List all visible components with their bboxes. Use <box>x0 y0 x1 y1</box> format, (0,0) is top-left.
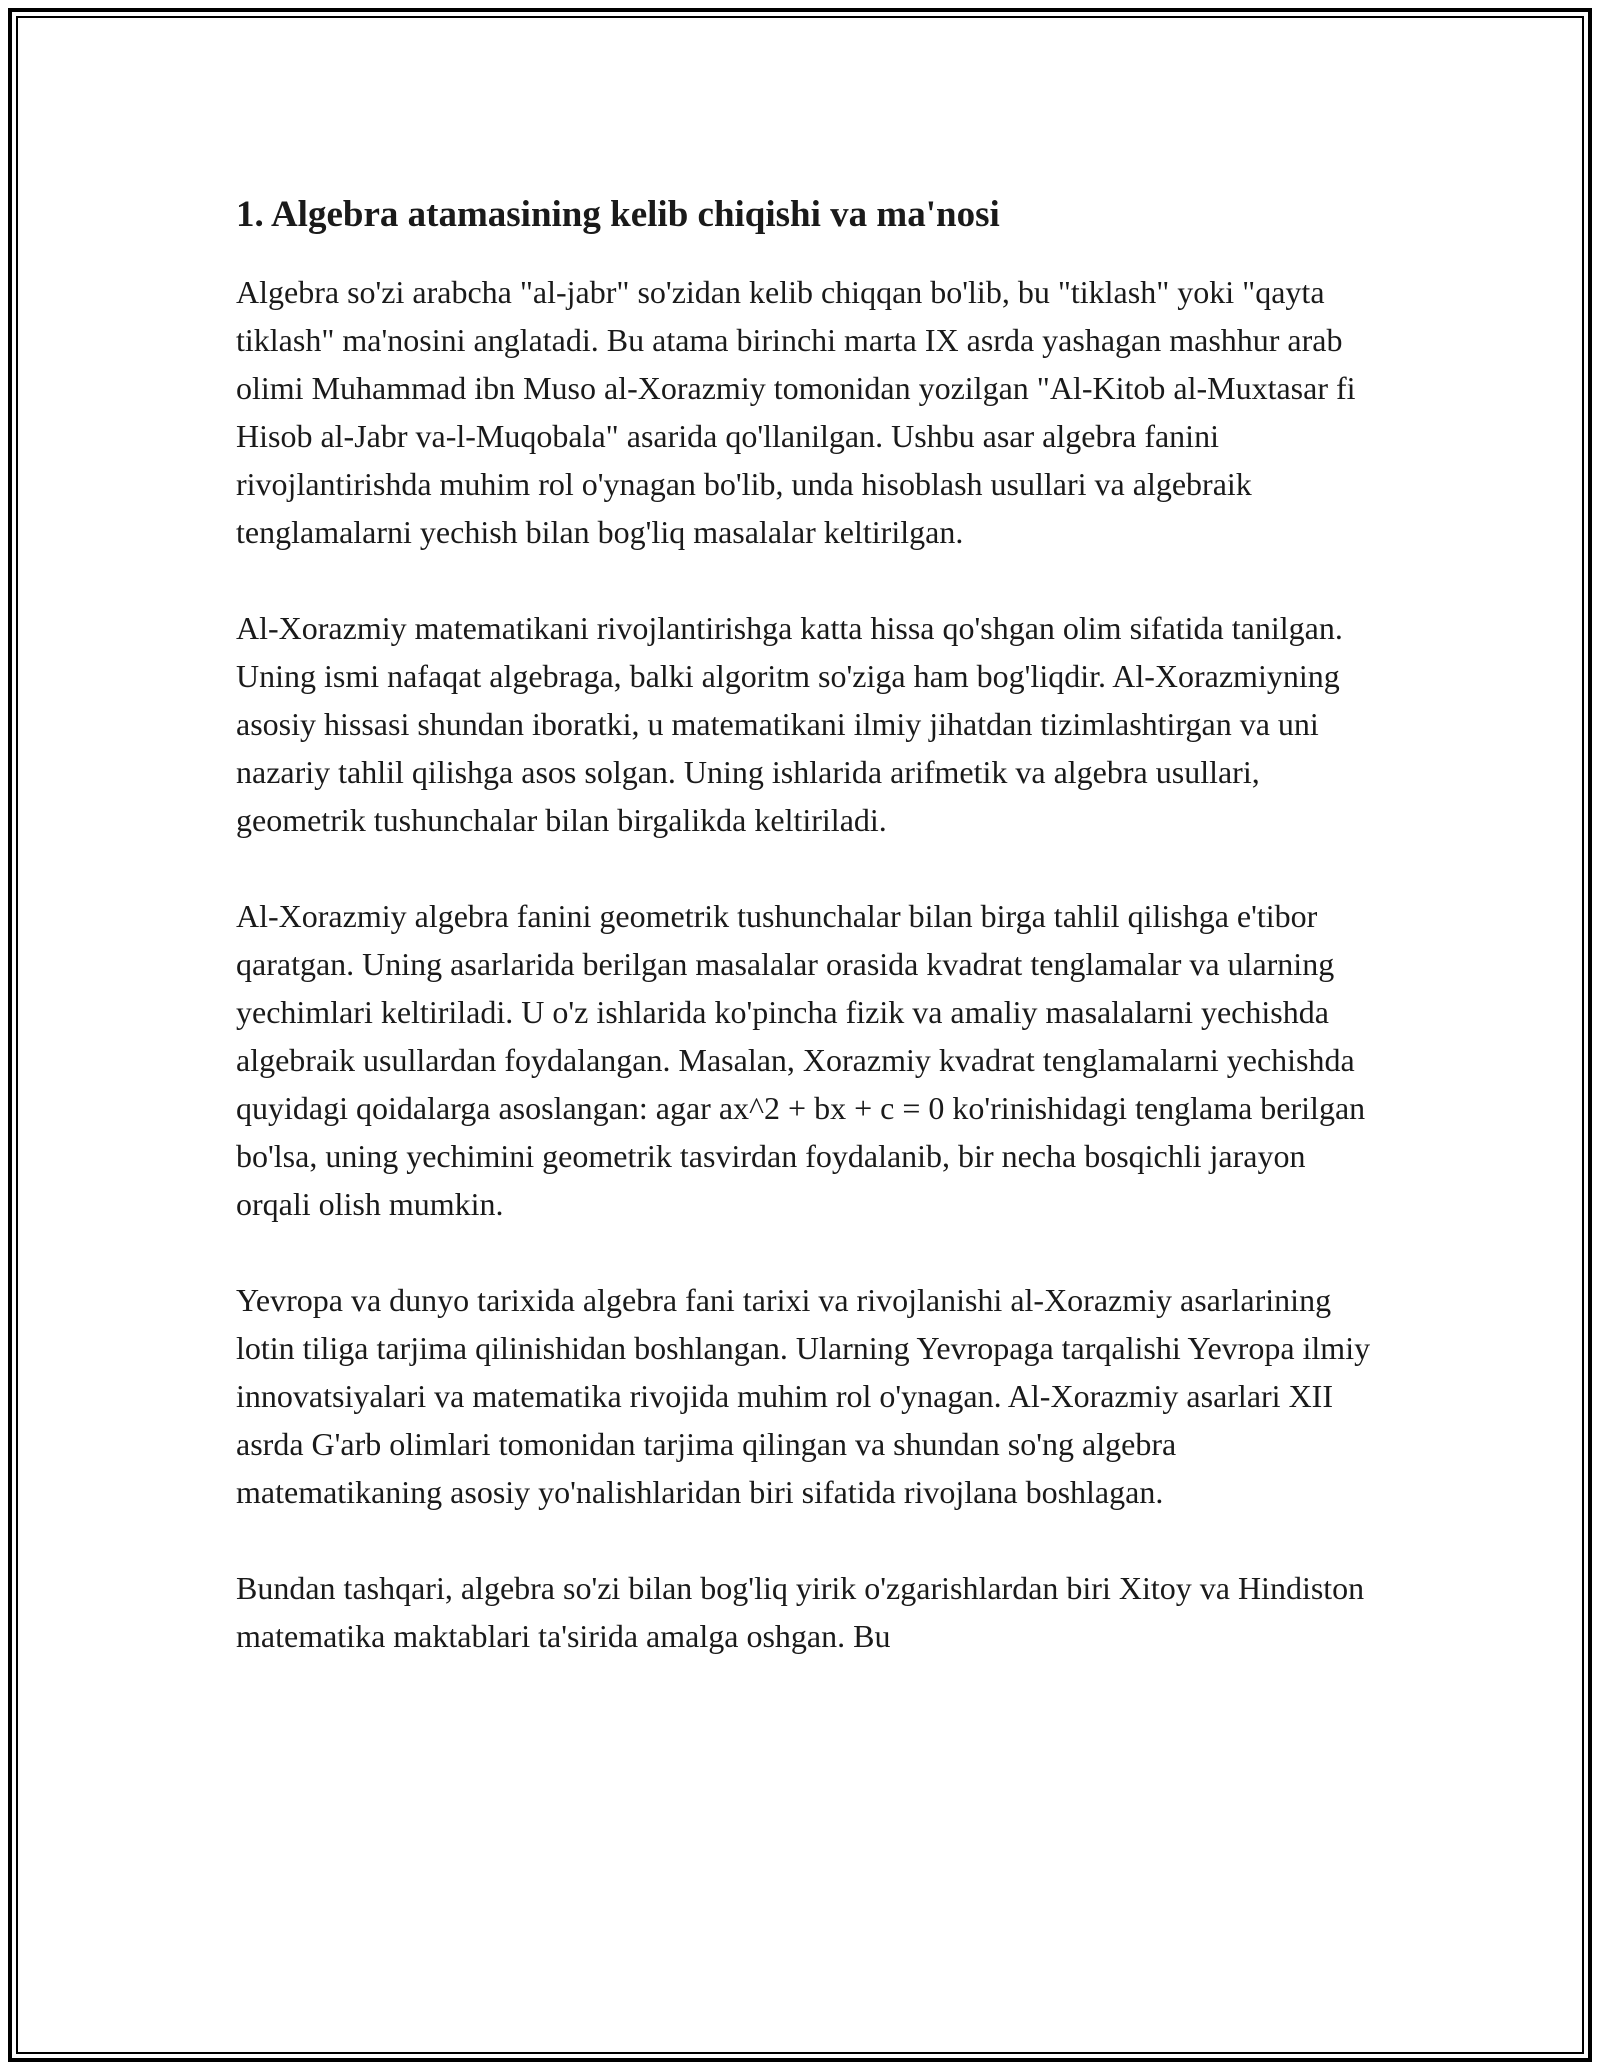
section-heading: 1. Algebra atamasining kelib chiqishi va ma'nosi <box>236 194 1000 235</box>
paragraph-2: Al-Xorazmiy matematikani rivojlantirishga katta hissa qo'shgan olim sifatida tanilgan. Uning ismi nafaqat algebraga, balki algoritm so'ziga ham bog'liqdir. Al-Xorazmiyning asosiy hissasi shundan iboratki, u matematikani ilmiy jihatdan tizimlashtirgan va uni nazariy tahlil qilishga asos solgan. Uning ishlarida arifmetik va algebra usullari, geometrik tushunchalar bilan birgalikda keltiriladi. <box>236 610 1343 838</box>
paragraph-5: Bundan tashqari, algebra so'zi bilan bog'liq yirik o'zgarishlardan biri Xitoy va Hindiston matematika maktablari ta'sirida amalga oshgan. Bu <box>236 1570 1365 1654</box>
paragraph-4: Yevropa va dunyo tarixida algebra fani tarixi va rivojlanishi al-Xorazmiy asarlarining lotin tiliga tarjima qilinishidan boshlangan. Ularning Yevropaga tarqalishi Yevropa ilmiy innovatsiyalari va matematika rivojida muhim rol o'ynagan. Al-Xorazmiy asarlari XII asrda G'arb olimlari tomonidan tarjima qilingan va shundan so'ng algebra matematikaning asosiy yo'nalishlaridan biri sifatida rivojlana boshlagan. <box>236 1282 1371 1510</box>
document-page <box>236 186 1376 1708</box>
paragraph-1: Algebra so'zi arabcha "al-jabr" so'zidan kelib chiqqan bo'lib, bu "tiklash" yoki "qayta tiklash" ma'nosini anglatadi. Bu atama birinchi marta IX asrda yashagan mashhur arab olimi Muhammad ibn Muso al-Xorazmiy tomonidan yozilgan "Al-Kitob al-Muxtasar fi Hisob al-Jabr va-l-Muqobala" asarida qo'llanilgan. Ushbu asar algebra fanini rivojlantirishda muhim rol o'ynagan bo'lib, unda hisoblash usullari va algebraik tenglamalarni yechish bilan bog'liq masalalar keltirilgan. <box>236 274 1356 550</box>
paragraph-3: Al-Xorazmiy algebra fanini geometrik tushunchalar bilan birga tahlil qilishga e'tibor qaratgan. Uning asarlarida berilgan masalalar orasida kvadrat tenglamalar va ularning yechimlari keltiriladi. U o'z ishlarida ko'pincha fizik va amaliy masalalarni yechishda algebraik usullardan foydalangan. Masalan, Xorazmiy kvadrat tenglamalarni yechishda quyidagi qoidalarga asoslangan: agar ax^2 + bx + c = 0 ko'rinishidagi tenglama berilgan bo'lsa, uning yechimini geometrik tasvirdan foydalanib, bir necha bosqichli jarayon orqali olish mumkin. <box>236 898 1366 1222</box>
